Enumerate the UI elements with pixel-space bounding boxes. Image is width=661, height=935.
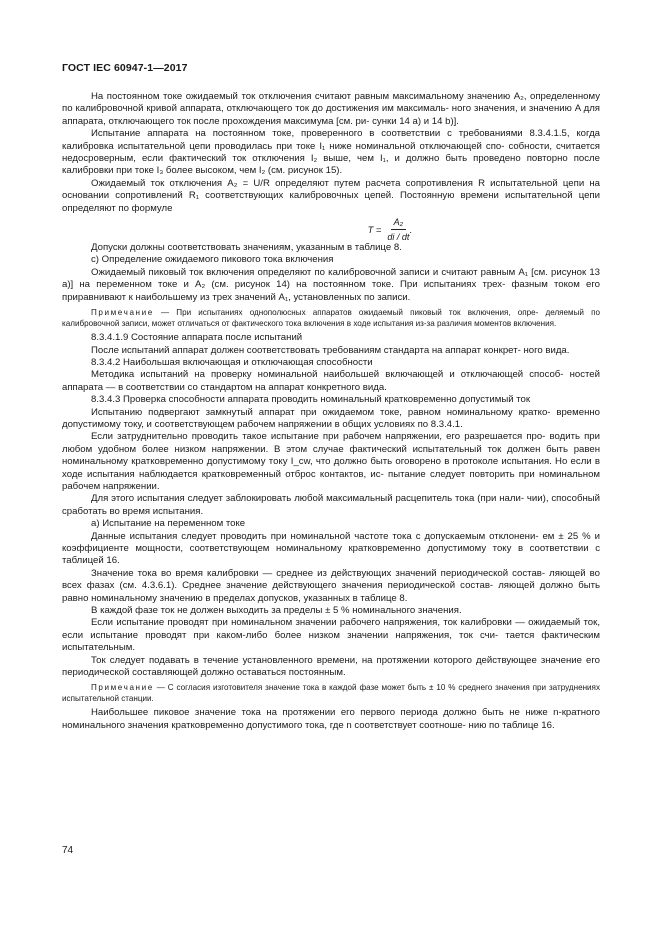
paragraph: После испытаний аппарат должен соответствовать требованиям стандарта на аппарат конкрет- ного вида.: [91, 344, 570, 356]
note-label: Примечание: [91, 683, 154, 693]
note: [62, 682, 600, 704]
document-body: [62, 91, 600, 732]
paragraph: Испытание аппарата на постоянном токе, проверенного в соответствии с требованиями 8.3.4.1.5, когда калибровка испытательной цепи проводилась при токе I₁ ниже номинальной отключающей спо- собности, считается недосроверным, если фактический ток отключения I₂ выше, чем I₁, и должно быть проведено повторно после калибровки при токе I₃ более высоком, чем I₂ (см. рисунок 15).: [62, 128, 600, 177]
paragraph: Методика испытаний на проверку номинальной наибольшей включающей и отключающей способ- ностей аппарата — в соответствии со стандартом на аппарат конкретного вида.: [62, 369, 600, 393]
subsection-heading: c) Определение ожидаемого пикового тока включения: [91, 254, 334, 266]
note: [62, 307, 600, 329]
section-heading: 8.3.4.3 Проверка способности аппарата проводить номинальный кратковременно допустимый ток: [91, 394, 531, 406]
paragraph: На постоянном токе ожидаемый ток отключения считают равным максимальному значению A₂, определенному по калибровочной кривой аппарата, отключающего ток до достижения им максималь- ного значения, и значению A для аппарата, отключающего ток после прохождения максимума [см. ри- сунки 14 а) и 14 b)].: [62, 91, 600, 127]
paragraph: Ожидаемый пиковый ток включения определяют по калибровочной записи и считают равным A₁ [см. рисунок 13 а)] на переменном токе и A₂ (см. рисунок 14) на постоянном токе. При испытаниях трех- фазным током его приравнивают к наибольшему из трех значений A₁, установленных по записи.: [62, 266, 600, 303]
paragraph: Для этого испытания следует заблокировать любой максимальный расцепитель тока (при нали- чии), способный сработать во время испытания.: [62, 493, 600, 517]
page-number: 74: [62, 845, 74, 856]
paragraph: Испытанию подвергают замкнутый аппарат при ожидаемом токе, равном номинальному кратко- временно допустимому току, и соответствующем рабочем напряжении в общих условиях по 8.3.4.1.: [62, 406, 600, 430]
paragraph: Ток следует подавать в течение установленного времени, на протяжении которого действующее значение его периодической составляющей должно оставаться постоянным.: [62, 654, 600, 679]
note-label: Примечание: [91, 308, 154, 318]
paragraph: Значение тока во время калибровки — среднее из действующих значений периодической состав- ляющей во всех фазах (см. 4.3.6.1). Среднее значение действующего значения периодической состав- ляющей должно быть равно номинальному значению в пределах допусков, указанных в таблице 8.: [62, 567, 600, 604]
section-heading: 8.3.4.1.9 Состояние аппарата после испытаний: [91, 332, 303, 344]
paragraph: В каждой фазе ток не должен выходить за пределы ± 5 % номинального значения.: [91, 605, 462, 617]
formula-denominator: di / dt: [387, 232, 410, 243]
formula-fraction: [387, 216, 409, 244]
formula-numerator: A₂: [391, 216, 406, 230]
document-header: ГОСТ IEC 60947-1—2017: [62, 62, 188, 74]
paragraph: Наибольшее пиковое значение тока на протяжении его первого периода должно быть не ниже n-кратного номинального значения кратковременно допустимого тока, где n соответствует соотноше- нию по таблице 16.: [62, 707, 600, 731]
subsection-heading: а) Испытание на переменном токе: [91, 518, 246, 530]
note-text: — С согласия изготовителя значение тока в каждой фазе может быть ± 10 % среднего значения при затруднениях испытательной станции.: [62, 683, 600, 704]
time-constant-formula: [62, 216, 600, 243]
note-text: — При испытаниях однополюсных аппаратов ожидаемый пиковый ток включения, опре- деляемый по калибровочной записи, может отличаться от фактического тока включения в ходе испытания из-за различия моментов включения.: [62, 308, 600, 329]
paragraph: Данные испытания следует проводить при номинальной частоте тока с допускаемым отклонени- ем ± 25 % и коэффициенте мощности, соответствующем номинальному кратковременно допустимому току в соответствии с таблицей 16.: [62, 530, 600, 567]
paragraph: Допуски должны соответствовать значениям, указанным в таблице 8.: [91, 242, 402, 254]
section-heading: 8.3.4.2 Наибольшая включающая и отключающая способности: [91, 356, 373, 368]
formula-lhs: T =: [367, 223, 382, 235]
paragraph: Если испытание проводят при номинальном значении рабочего напряжения, ток калибровки — ожидаемый ток, если испытание проводят при каком-либо более низком значении напряжения, ток счи- тается фактическим испытательным.: [62, 617, 600, 654]
formula-end: .: [409, 223, 412, 235]
paragraph: Если затруднительно проводить такое испытание при рабочем напряжении, его разрешается про- водить при любом удобном более низком напряжении. В этом случае фактический испытательный ток должен быть равен номинальному кратковременно допустимому току I_cw, что должно быть оговорено в протоколе испытания. Но если в ходе испытания наблюдается кратковременный отброс контактов, ис- пытание следует повторить при номинальном рабочем напряжении.: [62, 431, 600, 492]
paragraph: Ожидаемый ток отключения A₂ = U/R определяют путем расчета сопротивления R испытательной цепи на основании сопротивлений R₁ соответствующих калибровочных цепей. Постоянную времени испытательной цепи определяют по формуле: [62, 177, 600, 214]
